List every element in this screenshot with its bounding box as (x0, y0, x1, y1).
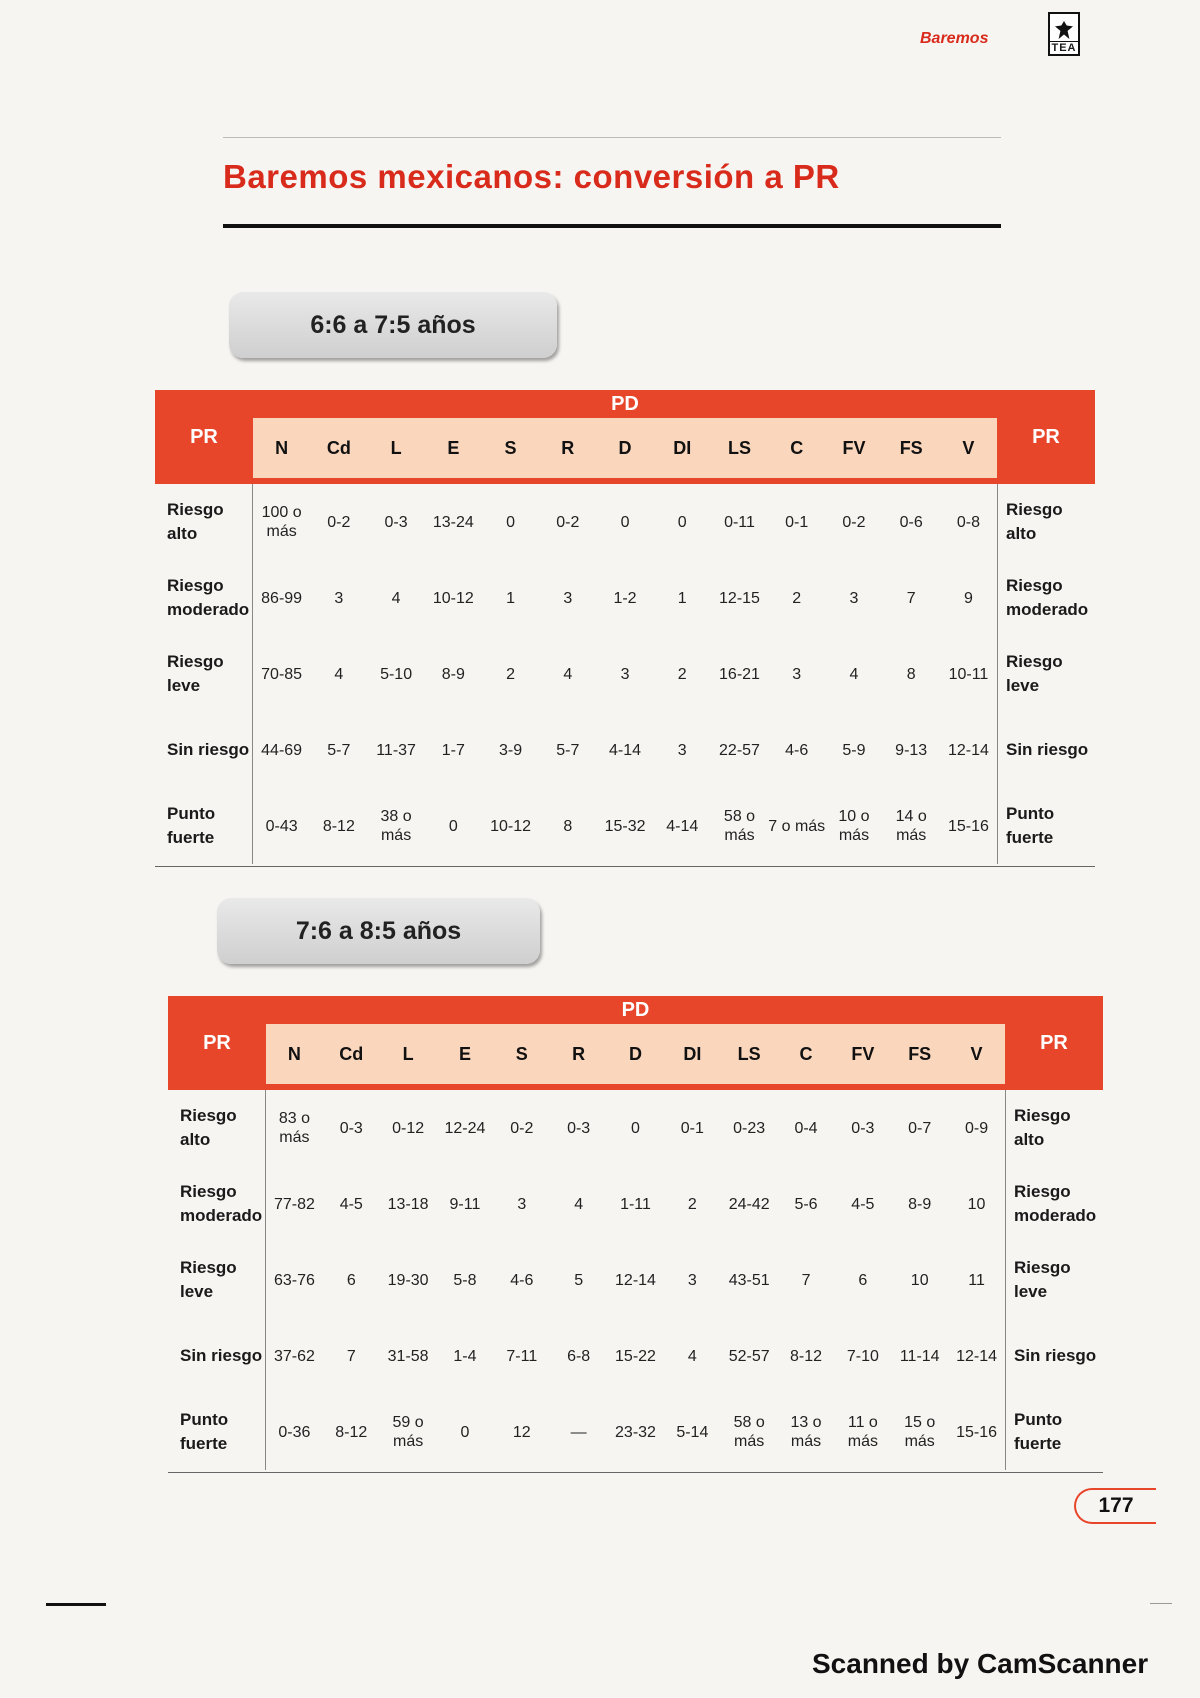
table-cell: 44-69 (261, 741, 303, 759)
table-cell: 15-16 (947, 817, 989, 835)
pr-header-left: PR (190, 425, 218, 448)
row-label-right: Riesgo leve (997, 636, 1095, 712)
pd-header (266, 996, 1005, 1090)
table-cell: 19-30 (387, 1271, 429, 1289)
table-row (155, 712, 1095, 788)
table-cell: 0-8 (956, 513, 980, 531)
table-cell: 23-32 (615, 1423, 656, 1441)
table-cell: 83 o más (278, 1110, 310, 1146)
table-cell: 0-23 (733, 1119, 766, 1137)
table-cell: 10-11 (948, 665, 989, 683)
column-header: D (628, 1043, 642, 1064)
table-cell: 15-16 (956, 1423, 997, 1441)
table-cell: 2 (687, 1195, 697, 1213)
table-cell: 8-9 (441, 665, 465, 683)
table-cell: 6-8 (567, 1347, 591, 1365)
table-cell: 7 o más (768, 817, 826, 835)
table-cell: 1-2 (613, 589, 637, 607)
table-cell: 3 (677, 741, 687, 759)
table-cell: 2 (677, 665, 687, 683)
table-cell: 0-2 (510, 1119, 534, 1137)
table-row (155, 636, 1095, 712)
table-cell: 86-99 (261, 589, 303, 607)
column-header: R (561, 437, 575, 458)
table-cell: 6 (346, 1271, 356, 1289)
table-cell: 4-5 (339, 1195, 363, 1213)
table-cell: 37-62 (273, 1347, 315, 1365)
table-bottom-rule (168, 1472, 1103, 1473)
table-bottom-rule (155, 866, 1095, 867)
table-cell: 4-6 (510, 1271, 534, 1289)
column-header: C (790, 437, 804, 458)
table-cell: 7 (801, 1271, 811, 1289)
table-cell: 9 (963, 589, 973, 607)
table-cell: 38 o más (380, 808, 412, 844)
column-header: DI (683, 1043, 702, 1064)
table-cell: 1 (677, 589, 687, 607)
column-header: L (402, 1043, 414, 1064)
table-body (155, 484, 1095, 864)
table-cell: 7-11 (506, 1347, 538, 1365)
logo-figure-icon (1055, 21, 1073, 39)
column-header: S (504, 437, 517, 458)
table-cell: 1-7 (441, 741, 465, 759)
table-row (168, 1166, 1103, 1242)
table-cell: 0-3 (339, 1119, 363, 1137)
table-cell: 0 (460, 1423, 470, 1441)
table-cell: 7 (906, 589, 916, 607)
table-cell: 8-12 (322, 817, 355, 835)
column-header: FS (899, 437, 923, 458)
table-cell: 13-18 (387, 1195, 429, 1213)
column-header: R (572, 1043, 586, 1064)
column-header: D (618, 437, 632, 458)
table-cell: 5-7 (556, 741, 580, 759)
column-header: DI (673, 437, 692, 458)
margin-mark (1150, 1603, 1172, 1604)
row-label: Riesgo moderado (168, 1166, 266, 1242)
table-cell: 12-15 (719, 589, 760, 607)
column-header: V (962, 437, 975, 458)
table-cell: 0-4 (794, 1119, 818, 1137)
table-cell: 9-13 (895, 741, 928, 759)
table-cell: 5-14 (676, 1423, 709, 1441)
table-cell: 70-85 (261, 665, 303, 683)
table-cell: 0 (631, 1119, 640, 1137)
page-number: 177 (1074, 1488, 1156, 1524)
table-cell: 12-14 (947, 741, 989, 759)
table-cell: 4 (391, 589, 401, 607)
table-cell: 3 (792, 665, 802, 683)
table-cell: 0 (620, 513, 630, 531)
row-label: Sin riesgo (168, 1318, 266, 1394)
table-cell: 0-3 (851, 1119, 875, 1137)
table-cell: 0-3 (567, 1119, 591, 1137)
table-cell: 7 (346, 1347, 356, 1365)
table-header (168, 996, 1103, 1090)
row-values (266, 1090, 1005, 1166)
table-cell: 5-8 (453, 1271, 477, 1289)
table-cell: 3 (849, 589, 859, 607)
table-cell: 1-4 (453, 1347, 477, 1365)
table-cell: 4-5 (851, 1195, 875, 1213)
table-cell: 0-9 (964, 1119, 989, 1137)
table-cell: 5 (574, 1271, 584, 1289)
table-row (155, 484, 1095, 560)
table-cell: 7-10 (846, 1347, 879, 1365)
table-cell: 1-11 (620, 1195, 651, 1213)
age-range-label-1: 6:6 a 7:5 años (229, 292, 557, 358)
table-cell: 0-3 (384, 513, 408, 531)
table-cell: 100 o más (261, 504, 302, 540)
column-headers (253, 418, 997, 478)
table-cell: 58 o más (733, 1414, 765, 1450)
table-cell: 3 (620, 665, 630, 683)
table-cell: 3 (687, 1271, 697, 1289)
column-header: Cd (326, 437, 351, 458)
column-header: LS (737, 1043, 761, 1064)
table-cell: 12 (512, 1423, 531, 1441)
table-cell: 0 (677, 513, 687, 531)
table-cell: 43-51 (728, 1271, 770, 1289)
table-cell: 10-12 (490, 817, 532, 835)
row-label-right: Riesgo alto (997, 484, 1095, 560)
table-row (168, 1242, 1103, 1318)
baremo-table (155, 390, 1095, 867)
table-header (155, 390, 1095, 484)
table-row (168, 1090, 1103, 1166)
row-label-right: Riesgo moderado (1005, 1166, 1103, 1242)
table-cell: 11 (968, 1271, 985, 1289)
row-label: Riesgo leve (168, 1242, 266, 1318)
table-cell: 15-22 (615, 1347, 656, 1365)
table-cell: 13-24 (432, 513, 474, 531)
logo-text: TEA (1051, 42, 1077, 54)
column-header: C (799, 1043, 813, 1064)
table-body (168, 1090, 1103, 1470)
row-label: Riesgo moderado (155, 560, 253, 636)
table-cell: 0-36 (278, 1423, 311, 1441)
table-cell: 11-37 (376, 741, 416, 759)
table-cell: 2 (506, 665, 515, 683)
table-row (168, 1318, 1103, 1394)
row-values (266, 1394, 1005, 1470)
row-label: Punto fuerte (168, 1394, 266, 1470)
column-header: N (287, 1043, 301, 1064)
title-rule (223, 224, 1001, 228)
table-cell: 4-14 (609, 741, 642, 759)
row-values (253, 484, 997, 560)
table-cell: 5-6 (794, 1195, 818, 1213)
table-row (155, 788, 1095, 864)
table-cell: 0-43 (265, 817, 298, 835)
table-cell: 0-2 (842, 513, 866, 531)
pr-header-left: PR (203, 1031, 231, 1054)
table-row (155, 560, 1095, 636)
column-header: E (447, 437, 460, 458)
top-rule (223, 137, 1001, 138)
table-cell: 5-10 (380, 665, 413, 683)
table-cell: 3 (517, 1195, 527, 1213)
row-label-right: Sin riesgo (997, 712, 1095, 788)
row-values (253, 560, 997, 636)
pd-label: PD (611, 392, 639, 415)
row-values (253, 636, 997, 712)
table-cell: 0-2 (556, 513, 580, 531)
table-cell: 10 o más (838, 808, 870, 844)
row-values (266, 1166, 1005, 1242)
column-header: Cd (339, 1043, 364, 1064)
column-header: S (515, 1043, 528, 1064)
table-cell: 12-14 (956, 1347, 997, 1365)
table-cell: 31-58 (387, 1347, 429, 1365)
table-cell: 0-12 (392, 1119, 425, 1137)
table-cell: 1 (506, 589, 515, 607)
table-cell: 24-42 (728, 1195, 770, 1213)
baremo-table (168, 996, 1103, 1473)
table-cell: 4 (563, 665, 573, 683)
row-label: Riesgo alto (155, 484, 253, 560)
tea-logo (1048, 12, 1080, 56)
row-values (253, 712, 997, 788)
pr-header-right: PR (1032, 425, 1060, 448)
table-cell: 8 (906, 665, 916, 683)
column-header: E (458, 1043, 471, 1064)
row-label-right: Punto fuerte (997, 788, 1095, 864)
row-label: Punto fuerte (155, 788, 253, 864)
row-values (266, 1318, 1005, 1394)
column-header: FV (851, 1043, 875, 1064)
table-cell: 0-2 (327, 513, 351, 531)
scanner-watermark: Scanned by CamScanner (812, 1648, 1149, 1679)
column-header: FS (908, 1043, 932, 1064)
table-cell: 9-11 (449, 1195, 481, 1213)
table-cell: 6 (858, 1271, 868, 1289)
table-cell: 15-32 (604, 817, 646, 835)
row-values (253, 788, 997, 864)
table-cell: 13 o más (790, 1414, 822, 1450)
table-row (168, 1394, 1103, 1470)
table-cell: 2 (792, 589, 802, 607)
table-cell: 63-76 (273, 1271, 315, 1289)
running-header: Baremos (920, 30, 989, 47)
table-cell: 11-14 (899, 1347, 940, 1365)
table-cell: 3 (334, 589, 344, 607)
table-cell: 0-11 (724, 513, 755, 531)
row-label-right: Punto fuerte (1005, 1394, 1103, 1470)
table-cell: 12-14 (615, 1271, 656, 1289)
table-cell: 8-12 (790, 1347, 823, 1365)
column-header: L (390, 437, 402, 458)
column-header: V (970, 1043, 983, 1064)
table-cell: 0-7 (908, 1119, 932, 1137)
column-headers (266, 1024, 1005, 1084)
table-cell: 4-6 (785, 741, 809, 759)
table-cell: 5-9 (842, 741, 866, 759)
table-cell: 10-12 (432, 589, 474, 607)
row-label-right: Sin riesgo (1005, 1318, 1103, 1394)
table-cell: 0-1 (680, 1119, 704, 1137)
table-cell: 0 (506, 513, 515, 531)
table-cell: 58 o más (723, 808, 756, 844)
table-cell: 8 (563, 817, 573, 835)
pd-header (253, 390, 997, 484)
margin-mark (46, 1603, 106, 1606)
table-cell: 4 (849, 665, 859, 683)
table-cell: 14 o más (895, 808, 927, 844)
table-cell: 16-21 (719, 665, 760, 683)
table-cell: 8-12 (335, 1423, 368, 1441)
column-header: N (275, 437, 289, 458)
table-cell: 15 o más (904, 1414, 936, 1450)
row-values (266, 1242, 1005, 1318)
table-cell: 3 (563, 589, 573, 607)
page-title: Baremos mexicanos: conversión a PR (223, 158, 840, 195)
table-cell: 4-14 (666, 817, 699, 835)
row-label: Riesgo leve (155, 636, 253, 712)
table-cell: 0 (448, 817, 458, 835)
row-label-right: Riesgo leve (1005, 1242, 1103, 1318)
table-cell: 8-9 (908, 1195, 932, 1213)
table-cell: 77-82 (273, 1195, 315, 1213)
pd-label: PD (621, 998, 650, 1021)
table-cell: 0-1 (785, 513, 809, 531)
row-label-right: Riesgo moderado (997, 560, 1095, 636)
table-cell: 22-57 (719, 741, 760, 759)
column-header: FV (842, 437, 866, 458)
table-cell: 59 o más (392, 1414, 424, 1450)
table-cell: 0-6 (899, 513, 923, 531)
table-cell: 11 o más (847, 1414, 878, 1450)
table-cell: 10 (967, 1195, 986, 1213)
row-label: Riesgo alto (168, 1090, 266, 1166)
table-cell: 12-24 (444, 1119, 486, 1137)
age-range-label-2: 7:6 a 8:5 años (217, 898, 540, 964)
pr-header-right: PR (1040, 1031, 1068, 1054)
table-cell: 3-9 (498, 741, 523, 759)
table-cell: 4 (334, 665, 344, 683)
table-cell: 52-57 (728, 1347, 770, 1365)
column-header: LS (727, 437, 751, 458)
row-label-right: Riesgo alto (1005, 1090, 1103, 1166)
table-cell: 4 (687, 1347, 697, 1365)
table-cell: 5-7 (327, 741, 351, 759)
row-label: Sin riesgo (155, 712, 253, 788)
table-cell: 4 (574, 1195, 584, 1213)
table-cell: 10 (910, 1271, 929, 1289)
table-cell: — (570, 1423, 587, 1441)
